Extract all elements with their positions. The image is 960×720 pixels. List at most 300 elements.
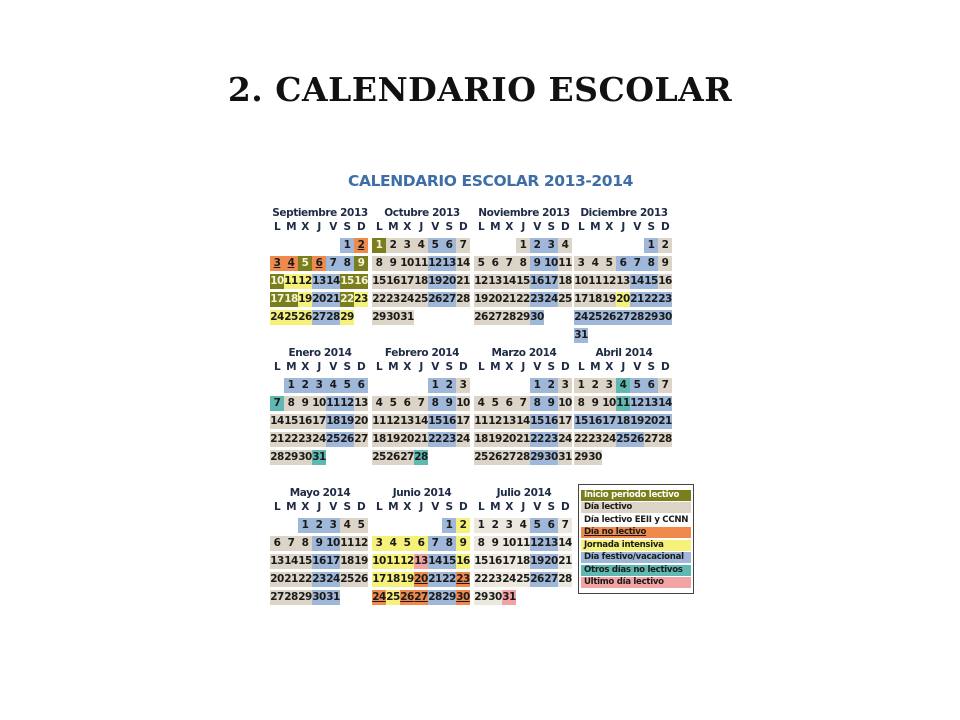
day-cell: 3 <box>574 256 588 271</box>
day-cell: 16 <box>544 415 558 427</box>
day-cell: 21 <box>456 275 470 287</box>
day-cell: 30 <box>386 311 400 323</box>
day-cell: 2 <box>588 378 602 393</box>
day-cell: 27 <box>502 451 516 463</box>
day-cell: 18 <box>414 275 428 287</box>
month-block <box>574 346 674 465</box>
month-block <box>474 486 574 605</box>
day-cell: 10 <box>270 275 284 287</box>
day-cell: 8 <box>298 536 312 551</box>
day-cell: 21 <box>558 555 572 567</box>
month-name: Noviembre 2013 <box>478 207 570 219</box>
empty-cell <box>400 378 414 393</box>
day-cell: 15 <box>442 555 456 567</box>
day-cell: 27 <box>400 451 414 463</box>
empty-cell <box>488 378 502 393</box>
day-cell: 4 <box>588 256 602 271</box>
month-name: Enero 2014 <box>288 347 352 359</box>
day-cell: 7 <box>516 396 530 411</box>
day-cell: 16 <box>658 275 672 287</box>
day-cell: 13 <box>488 275 502 287</box>
day-cell: 1 <box>340 238 354 253</box>
slide-title: 2. CALENDARIO ESCOLAR <box>227 70 733 109</box>
day-cell: 19 <box>488 433 502 445</box>
weekday-header: S <box>547 221 555 233</box>
day-cell: 23 <box>488 573 502 585</box>
day-cell: 23 <box>354 293 368 305</box>
empty-cell <box>284 518 298 533</box>
weekday-header: D <box>356 361 366 373</box>
weekday-header: S <box>445 361 453 373</box>
weekday-header: L <box>273 501 281 513</box>
day-cell: 3 <box>602 378 616 393</box>
month-grid <box>474 500 574 605</box>
weekday-header: M <box>286 221 296 233</box>
weekday-header: J <box>317 501 321 513</box>
weekday-header: M <box>490 221 500 233</box>
day-cell: 18 <box>372 433 386 445</box>
day-cell: 11 <box>588 275 602 287</box>
day-cell: 9 <box>588 396 602 411</box>
legend-item: Inicio periodo lectivo <box>581 490 691 501</box>
day-cell: 24 <box>372 591 386 603</box>
day-cell: 17 <box>372 573 386 585</box>
weekday-header: X <box>301 361 309 373</box>
empty-cell <box>386 378 400 393</box>
day-cell: 26 <box>386 451 400 463</box>
day-cell: 15 <box>298 555 312 567</box>
day-cell: 4 <box>558 238 572 253</box>
day-cell: 21 <box>658 415 672 427</box>
day-cell: 1 <box>644 238 658 253</box>
day-cell: 6 <box>312 256 326 271</box>
day-cell: 20 <box>400 433 414 445</box>
day-cell: 25 <box>372 451 386 463</box>
day-cell: 1 <box>530 378 544 393</box>
day-cell: 9 <box>456 536 470 551</box>
day-cell: 14 <box>658 397 672 409</box>
weekday-header: X <box>505 221 513 233</box>
day-cell: 28 <box>270 451 284 463</box>
day-cell: 23 <box>386 293 400 305</box>
weekday-header: J <box>317 361 321 373</box>
day-cell: 28 <box>326 311 340 323</box>
weekday-header: X <box>403 361 411 373</box>
day-cell: 22 <box>574 433 588 445</box>
day-cell: 4 <box>340 518 354 533</box>
day-cell: 21 <box>414 433 428 445</box>
day-cell: 29 <box>340 311 354 323</box>
day-cell: 16 <box>312 555 326 567</box>
weekday-header: M <box>590 361 600 373</box>
month-grid <box>270 500 370 605</box>
day-cell: 22 <box>530 433 544 445</box>
weekday-header: M <box>490 501 500 513</box>
day-cell: 30 <box>312 591 326 603</box>
day-cell: 2 <box>386 238 400 253</box>
weekday-header: D <box>458 221 468 233</box>
day-cell: 6 <box>644 378 658 393</box>
weekday-header: V <box>329 501 337 513</box>
day-cell: 30 <box>298 451 312 463</box>
weekday-header: S <box>343 501 351 513</box>
day-cell: 17 <box>326 555 340 567</box>
day-cell: 11 <box>616 397 630 409</box>
day-cell: 16 <box>530 275 544 287</box>
day-cell: 18 <box>474 433 488 445</box>
day-cell: 21 <box>630 293 644 305</box>
day-cell: 29 <box>644 311 658 323</box>
month-block <box>270 346 370 465</box>
empty-cell <box>428 518 442 533</box>
month-grid <box>474 220 574 325</box>
day-cell: 9 <box>386 256 400 271</box>
day-cell: 12 <box>340 397 354 409</box>
day-cell: 16 <box>298 415 312 427</box>
day-cell: 13 <box>544 537 558 549</box>
day-cell: 1 <box>284 378 298 393</box>
day-cell: 18 <box>284 293 298 305</box>
weekday-header: J <box>419 221 423 233</box>
day-cell: 16 <box>442 415 456 427</box>
weekday-header: X <box>403 221 411 233</box>
day-cell: 23 <box>298 433 312 445</box>
day-cell: 16 <box>354 275 368 287</box>
day-cell: 7 <box>658 378 672 393</box>
empty-cell <box>488 238 502 253</box>
day-cell: 12 <box>530 537 544 549</box>
day-cell: 9 <box>488 536 502 551</box>
day-cell: 15 <box>284 415 298 427</box>
weekday-header: M <box>490 361 500 373</box>
day-cell: 31 <box>502 591 516 603</box>
day-cell: 19 <box>298 293 312 305</box>
month-grid <box>372 500 472 605</box>
day-cell: 13 <box>270 555 284 567</box>
day-cell: 21 <box>428 573 442 585</box>
day-cell: 5 <box>602 256 616 271</box>
weekday-header: L <box>375 221 383 233</box>
legend-item: Otros días no lectivos <box>581 565 691 576</box>
day-cell: 3 <box>326 518 340 533</box>
day-cell: 26 <box>400 591 414 603</box>
month-grid <box>270 220 370 325</box>
empty-cell <box>588 238 602 253</box>
day-cell: 8 <box>474 536 488 551</box>
month-grid <box>474 360 574 465</box>
weekday-header: V <box>431 221 439 233</box>
day-cell: 15 <box>340 275 354 287</box>
day-cell: 10 <box>312 397 326 409</box>
weekday-header: S <box>445 221 453 233</box>
day-cell: 19 <box>474 293 488 305</box>
day-cell: 27 <box>544 573 558 585</box>
day-cell: 2 <box>298 378 312 393</box>
day-cell: 22 <box>428 433 442 445</box>
month-grid <box>372 220 472 325</box>
day-cell: 20 <box>442 275 456 287</box>
day-cell: 20 <box>544 555 558 567</box>
day-cell: 30 <box>530 311 544 323</box>
weekday-header: L <box>577 221 585 233</box>
day-cell: 30 <box>456 591 470 603</box>
weekday-header: S <box>343 221 351 233</box>
day-cell: 27 <box>442 293 456 305</box>
month-name: Abril 2014 <box>595 347 653 359</box>
day-cell: 17 <box>602 415 616 427</box>
legend <box>578 484 694 594</box>
day-cell: 22 <box>474 573 488 585</box>
day-cell: 13 <box>414 555 428 567</box>
day-cell: 14 <box>428 555 442 567</box>
empty-cell <box>270 238 284 253</box>
day-cell: 5 <box>298 256 312 271</box>
day-cell: 21 <box>270 433 284 445</box>
day-cell: 18 <box>386 573 400 585</box>
weekday-header: V <box>329 361 337 373</box>
weekday-header: V <box>633 361 641 373</box>
day-cell: 19 <box>630 415 644 427</box>
day-cell: 10 <box>456 397 470 409</box>
weekday-header: M <box>388 501 398 513</box>
day-cell: 26 <box>474 311 488 323</box>
day-cell: 4 <box>414 238 428 253</box>
day-cell: 15 <box>474 555 488 567</box>
day-cell: 8 <box>284 396 298 411</box>
day-cell: 15 <box>428 415 442 427</box>
empty-cell <box>298 238 312 253</box>
weekday-header: J <box>521 221 525 233</box>
day-cell: 21 <box>326 293 340 305</box>
day-cell: 26 <box>298 311 312 323</box>
day-cell: 6 <box>544 518 558 533</box>
day-cell: 10 <box>558 397 572 409</box>
day-cell: 28 <box>630 311 644 323</box>
day-cell: 5 <box>386 396 400 411</box>
day-cell: 20 <box>616 293 630 305</box>
day-cell: 10 <box>372 555 386 567</box>
month-block <box>474 346 574 465</box>
day-cell: 19 <box>340 415 354 427</box>
day-cell: 10 <box>502 537 516 549</box>
day-cell: 12 <box>386 415 400 427</box>
month-block <box>474 206 574 325</box>
day-cell: 25 <box>340 573 354 585</box>
day-cell: 17 <box>574 293 588 305</box>
day-cell: 9 <box>354 256 368 271</box>
day-cell: 1 <box>298 518 312 533</box>
empty-cell <box>474 238 488 253</box>
day-cell: 5 <box>340 378 354 393</box>
day-cell: 7 <box>558 518 572 533</box>
day-cell: 14 <box>516 415 530 427</box>
day-cell: 13 <box>442 257 456 269</box>
day-cell: 24 <box>602 433 616 445</box>
empty-cell <box>414 518 428 533</box>
weekday-header: J <box>621 221 625 233</box>
day-cell: 7 <box>326 256 340 271</box>
day-cell: 8 <box>574 396 588 411</box>
day-cell: 10 <box>326 537 340 549</box>
weekday-header: M <box>388 221 398 233</box>
legend-item: Día festivo/vacacional <box>581 552 691 563</box>
day-cell: 27 <box>488 311 502 323</box>
day-cell: 3 <box>558 378 572 393</box>
weekday-header: S <box>547 361 555 373</box>
day-cell: 27 <box>354 433 368 445</box>
weekday-header: X <box>605 361 613 373</box>
day-cell: 28 <box>516 451 530 463</box>
day-cell: 4 <box>516 518 530 533</box>
school-calendar <box>268 166 704 630</box>
day-cell: 23 <box>456 573 470 585</box>
day-cell: 9 <box>544 396 558 411</box>
weekday-header: J <box>521 361 525 373</box>
empty-cell <box>270 518 284 533</box>
empty-cell <box>400 518 414 533</box>
day-cell: 7 <box>284 536 298 551</box>
weekday-header: M <box>590 221 600 233</box>
day-cell: 19 <box>386 433 400 445</box>
legend-item: Último día lectivo <box>581 577 691 588</box>
weekday-header: M <box>286 361 296 373</box>
day-cell: 14 <box>414 415 428 427</box>
day-cell: 28 <box>428 591 442 603</box>
day-cell: 23 <box>312 573 326 585</box>
day-cell: 3 <box>400 238 414 253</box>
month-block <box>270 486 370 605</box>
month-name: Febrero 2014 <box>384 347 460 359</box>
weekday-header: D <box>356 501 366 513</box>
day-cell: 17 <box>400 275 414 287</box>
day-cell: 19 <box>354 555 368 567</box>
weekday-header: L <box>375 361 383 373</box>
day-cell: 17 <box>456 415 470 427</box>
day-cell: 11 <box>372 415 386 427</box>
day-cell: 8 <box>442 536 456 551</box>
weekday-header: D <box>356 221 366 233</box>
day-cell: 6 <box>400 396 414 411</box>
day-cell: 26 <box>630 433 644 445</box>
legend-item: Jornada intensiva <box>581 540 691 551</box>
day-cell: 13 <box>616 275 630 287</box>
weekday-header: L <box>477 501 485 513</box>
day-cell: 14 <box>502 275 516 287</box>
day-cell: 25 <box>558 293 572 305</box>
day-cell: 16 <box>456 555 470 567</box>
day-cell: 21 <box>502 293 516 305</box>
day-cell: 28 <box>414 451 428 463</box>
month-name: Marzo 2014 <box>491 347 557 359</box>
day-cell: 1 <box>442 518 456 533</box>
calendar-title: CALENDARIO ESCOLAR 2013-2014 <box>348 172 633 190</box>
day-cell: 14 <box>456 257 470 269</box>
weekday-header: V <box>431 501 439 513</box>
month-grid <box>372 360 472 465</box>
day-cell: 24 <box>574 311 588 323</box>
day-cell: 16 <box>588 415 602 427</box>
day-cell: 20 <box>488 293 502 305</box>
day-cell: 29 <box>284 451 298 463</box>
day-cell: 24 <box>544 293 558 305</box>
weekday-header: L <box>273 221 281 233</box>
weekday-header: J <box>317 221 321 233</box>
day-cell: 5 <box>630 378 644 393</box>
day-cell: 30 <box>658 311 672 323</box>
weekday-header: J <box>521 501 525 513</box>
day-cell: 6 <box>502 396 516 411</box>
weekday-header: S <box>343 361 351 373</box>
day-cell: 20 <box>354 415 368 427</box>
day-cell: 9 <box>442 396 456 411</box>
day-cell: 7 <box>630 256 644 271</box>
day-cell: 12 <box>354 537 368 549</box>
weekday-header: D <box>458 501 468 513</box>
empty-cell <box>630 238 644 253</box>
day-cell: 11 <box>414 257 428 269</box>
day-cell: 3 <box>270 256 284 271</box>
day-cell: 20 <box>270 573 284 585</box>
day-cell: 29 <box>442 591 456 603</box>
day-cell: 5 <box>428 238 442 253</box>
day-cell: 13 <box>354 397 368 409</box>
day-cell: 18 <box>326 415 340 427</box>
empty-cell <box>372 378 386 393</box>
day-cell: 12 <box>630 397 644 409</box>
empty-cell <box>502 378 516 393</box>
day-cell: 26 <box>602 311 616 323</box>
day-cell: 22 <box>340 293 354 305</box>
empty-cell <box>372 518 386 533</box>
day-cell: 12 <box>474 275 488 287</box>
day-cell: 8 <box>516 256 530 271</box>
day-cell: 1 <box>474 518 488 533</box>
month-block <box>574 206 674 343</box>
day-cell: 5 <box>400 536 414 551</box>
day-cell: 18 <box>558 275 572 287</box>
day-cell: 4 <box>386 536 400 551</box>
day-cell: 7 <box>456 238 470 253</box>
day-cell: 14 <box>558 537 572 549</box>
day-cell: 15 <box>530 415 544 427</box>
day-cell: 18 <box>616 415 630 427</box>
day-cell: 27 <box>616 311 630 323</box>
day-cell: 26 <box>354 573 368 585</box>
weekday-header: X <box>403 501 411 513</box>
day-cell: 30 <box>488 591 502 603</box>
day-cell: 18 <box>340 555 354 567</box>
day-cell: 3 <box>456 378 470 393</box>
day-cell: 23 <box>588 433 602 445</box>
day-cell: 14 <box>326 275 340 287</box>
weekday-header: D <box>660 221 670 233</box>
day-cell: 8 <box>530 396 544 411</box>
day-cell: 12 <box>602 275 616 287</box>
day-cell: 7 <box>270 396 284 411</box>
day-cell: 24 <box>326 573 340 585</box>
day-cell: 14 <box>270 415 284 427</box>
day-cell: 20 <box>414 573 428 585</box>
day-cell: 31 <box>558 451 572 463</box>
weekday-header: J <box>621 361 625 373</box>
day-cell: 23 <box>658 293 672 305</box>
empty-cell <box>312 238 326 253</box>
day-cell: 26 <box>488 451 502 463</box>
day-cell: 22 <box>284 433 298 445</box>
day-cell: 17 <box>558 415 572 427</box>
day-cell: 3 <box>502 518 516 533</box>
day-cell: 28 <box>658 433 672 445</box>
